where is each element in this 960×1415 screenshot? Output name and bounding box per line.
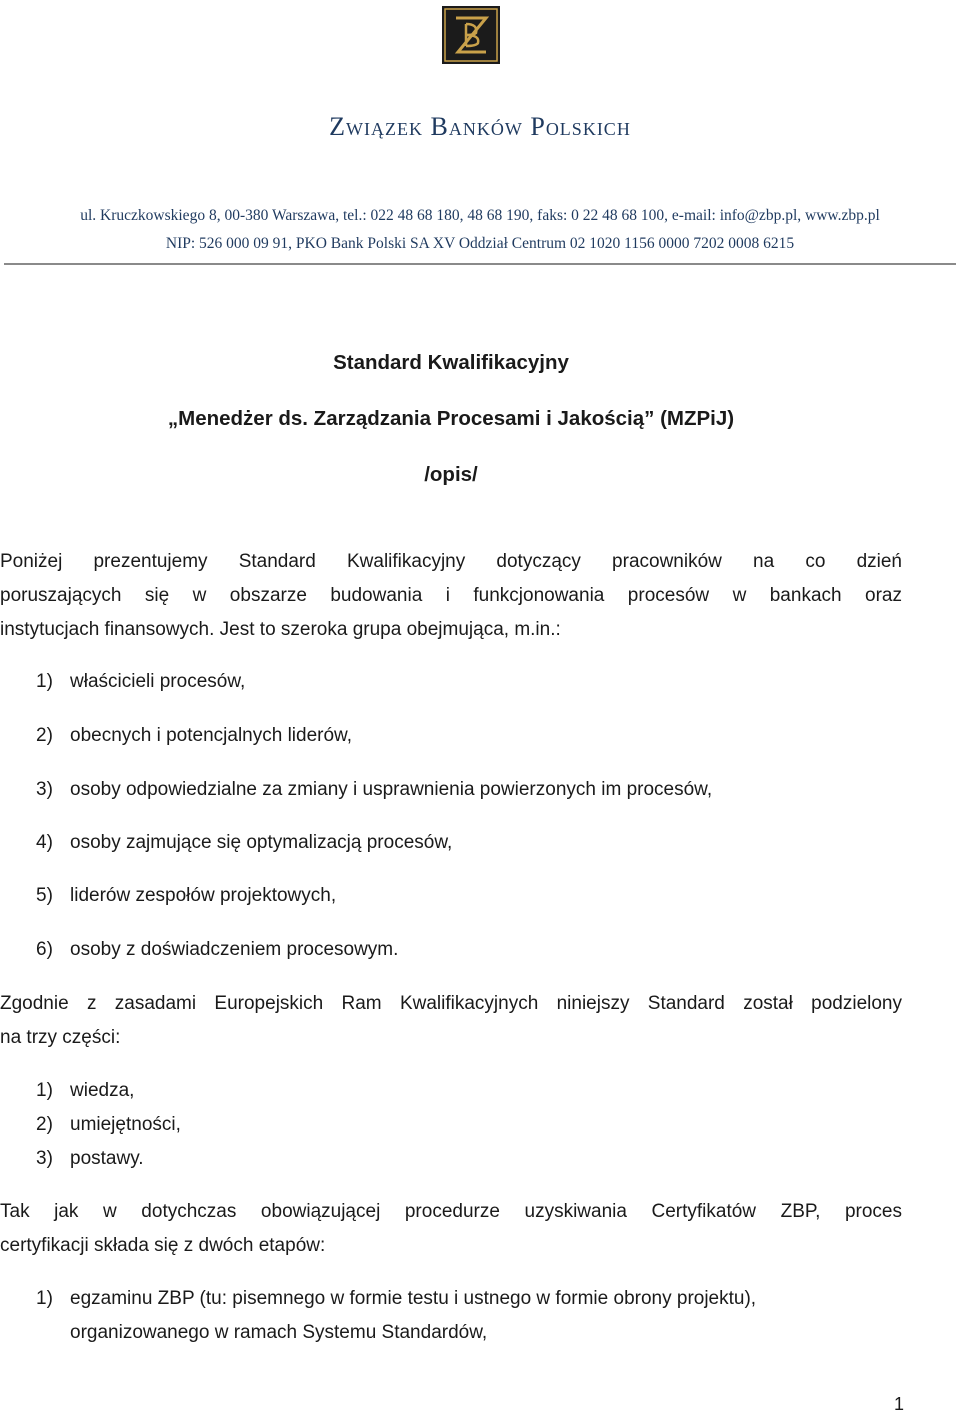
list-item: 1) egzaminu ZBP (tu: pisemnego w formie testu i ustnego w formie obrony projektu),	[36, 1288, 757, 1309]
document-title: Standard Kwalifikacyjny	[333, 351, 569, 374]
parts-line: na trzy części:	[0, 1027, 121, 1048]
list-item: 2) obecnych i potencjalnych liderów,	[36, 725, 353, 746]
list-item: 4) osoby zajmujące się optymalizacją procesów,	[36, 832, 453, 853]
certification-line: Tak jak w dotychczas obowiązującej procedurze uzyskiwania Certyfikatów ZBP, proces	[0, 1201, 902, 1222]
parts-paragraph	[0, 987, 902, 1055]
page-number: 1	[893, 1394, 904, 1414]
contact-line-bank: NIP: 526 000 09 91, PKO Bank Polski SA XV Oddział Centrum 02 1020 1156 0000 7202 0008 6215	[165, 235, 795, 252]
list-item: 1) właścicieli procesów,	[36, 671, 246, 692]
document-subtitle: „Menedżer ds. Zarządzania Procesami i Jakością” (MZPiJ)	[167, 407, 735, 430]
contact-line-address: ul. Kruczkowskiego 8, 00-380 Warszawa, tel.: 022 48 68 180, 48 68 190, faks: 0 22 48 68 100, e-mail: info@zbp.pl, www.zbp.pl	[80, 207, 880, 224]
list-item: 3) osoby odpowiedzialne za zmiany i usprawnienia powierzonych im procesów,	[36, 779, 713, 800]
intro-paragraph	[0, 545, 902, 647]
organization-name: Związek Banków Polskich	[329, 112, 631, 141]
list-item: 2) umiejętności,	[36, 1114, 181, 1135]
list-item: 1) wiedza,	[36, 1080, 135, 1101]
zbp-logo-icon	[442, 6, 500, 64]
parts-line: Zgodnie z zasadami Europejskich Ram Kwalifikacyjnych niniejszy Standard został podzielony	[0, 993, 902, 1014]
intro-line: Poniżej prezentujemy Standard Kwalifikacyjny dotyczący pracowników na co dzień	[0, 551, 902, 572]
intro-line: instytucjach finansowych. Jest to szeroka grupa obejmująca, m.in.:	[0, 619, 561, 640]
document-label: /opis/	[424, 463, 478, 486]
header-divider	[4, 263, 956, 265]
list-item: 3) postawy.	[36, 1148, 144, 1169]
list-item: 5) liderów zespołów projektowych,	[36, 885, 337, 906]
list-item-continuation: organizowanego w ramach Systemu Standardów,	[70, 1322, 488, 1343]
certification-line: certyfikacji składa się z dwóch etapów:	[0, 1235, 326, 1256]
certification-paragraph	[0, 1195, 902, 1263]
intro-line: poruszających się w obszarze budowania i funkcjonowania procesów w bankach oraz	[0, 585, 902, 606]
list-item: 6) osoby z doświadczeniem procesowym.	[36, 939, 399, 960]
